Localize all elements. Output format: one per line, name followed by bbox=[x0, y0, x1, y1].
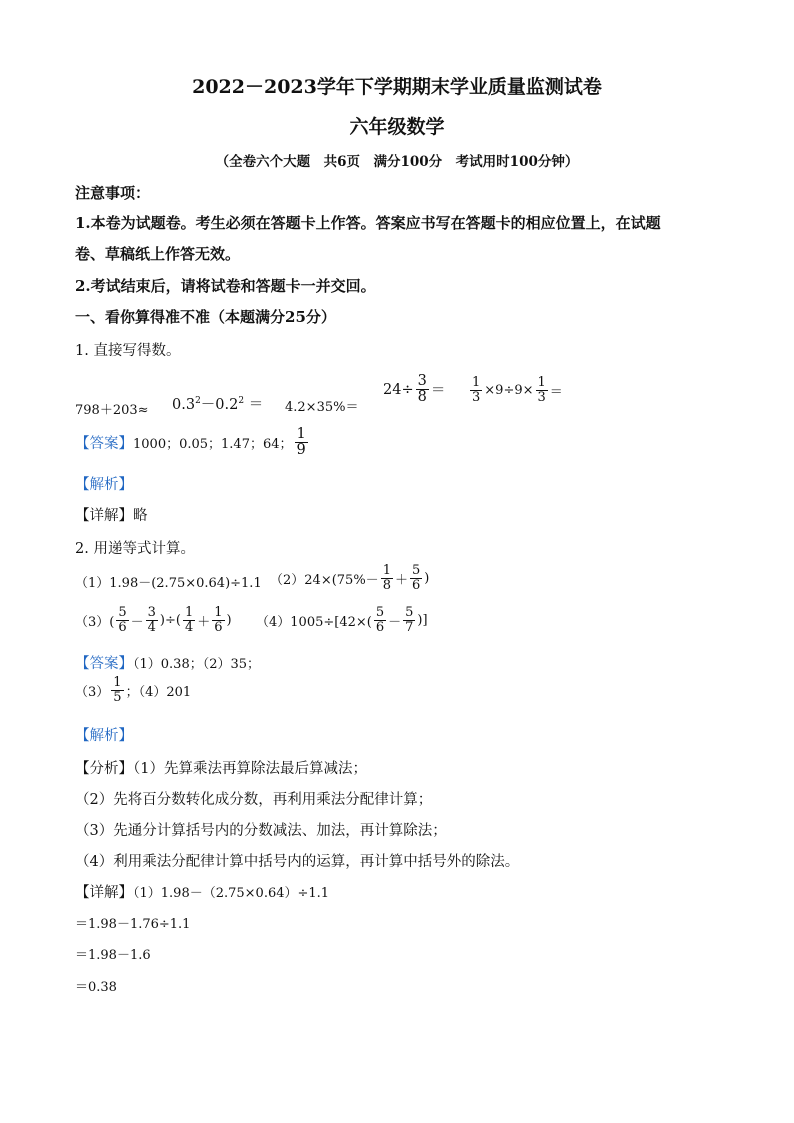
notice-item2: 2.考试结束后，请将试卷和答题卡一并交回。 bbox=[75, 277, 376, 295]
q2-problem-1: （1）1.98－(2.75×0.64)÷1.1 bbox=[75, 576, 262, 591]
q2-answer: 【答案】（1）0.38；（2）35； bbox=[75, 656, 261, 672]
exam-info: （全卷六个大题 共6页 满分100分 考试用时100分钟） bbox=[215, 154, 579, 170]
notice-item1-line2: 卷、草稿纸上作答无效。 bbox=[75, 245, 241, 263]
q2-analysis-label: 【解析】 bbox=[75, 728, 133, 744]
q1-detail: 【详解】略 bbox=[75, 508, 148, 524]
notice-heading: 注意事项： bbox=[75, 184, 151, 202]
q2-problem-3: （3）( $\frac{5}{6}$ － $\frac{3}{4}$ )÷( $\frac{1}{4}$ ＋ $\frac{1}{6}$ ) bbox=[75, 605, 232, 635]
exam-subtitle: 六年级数学 bbox=[349, 116, 445, 138]
q1-prompt: 1. 直接写得数。 bbox=[75, 343, 181, 359]
q2-fenxi-4: （4）利用乘法分配律计算中括号内的运算，再计算中括号外的除法。 bbox=[75, 854, 520, 870]
q1-expr-4: 24÷ $\frac{3}{8}$ ＝ bbox=[383, 373, 446, 406]
q1-expr-3: 4.2×35%＝ bbox=[285, 400, 359, 415]
q1-analysis-label: 【解析】 bbox=[75, 477, 133, 493]
q2-fenxi-3: （3）先通分计算括号内的分数减法、加法，再计算除法； bbox=[75, 823, 447, 839]
q1-expr-5: $\frac{1}{3}$ ×9÷9× $\frac{1}{3}$ ＝ bbox=[472, 375, 563, 405]
q2-prompt: 2. 用递等式计算。 bbox=[75, 541, 195, 557]
q1-expr-2: $0.3^2-0.2^2$ ＝ bbox=[172, 396, 264, 413]
q2-step-1: ＝1.98－1.76÷1.1 bbox=[75, 917, 191, 932]
q1-expr-1: 798＋203≈ bbox=[75, 403, 149, 418]
q2-detail: 【详解】（1）1.98－（2.75×0.64）÷1.1 bbox=[75, 885, 330, 901]
q2-problem-2: （2）24×(75%－ $\frac{1}{8}$ ＋ $\frac{5}{6}$ ) bbox=[270, 563, 430, 593]
q2-answer-line2: （3） $\frac{1}{5}$ ；（4）201 bbox=[75, 675, 192, 705]
q2-fenxi-1: 【分析】（1）先算乘法再算除法最后算减法； bbox=[75, 761, 367, 777]
q2-problem-4: （4）1005÷[42×( $\frac{5}{6}$ － $\frac{5}{7}$ )] bbox=[256, 605, 428, 635]
notice-item1-line1: 1.本卷为试题卷。考生必须在答题卡上作答。答案应书写在答题卡的相应位置上，在试题 bbox=[75, 214, 661, 232]
q1-answer: 【答案】 1000；0.05；1.47；64； $\frac{1}{9}$ bbox=[75, 426, 306, 459]
q2-fenxi-2: （2）先将百分数转化成分数，再利用乘法分配律计算； bbox=[75, 792, 433, 808]
exam-title: 2022－2023学年下学期期末学业质量监测试卷 bbox=[192, 76, 602, 98]
section1-heading: 一、看你算得准不准（本题满分25分） bbox=[75, 308, 336, 326]
q2-step-2: ＝1.98－1.6 bbox=[75, 948, 151, 963]
q2-step-3: ＝0.38 bbox=[75, 980, 117, 995]
